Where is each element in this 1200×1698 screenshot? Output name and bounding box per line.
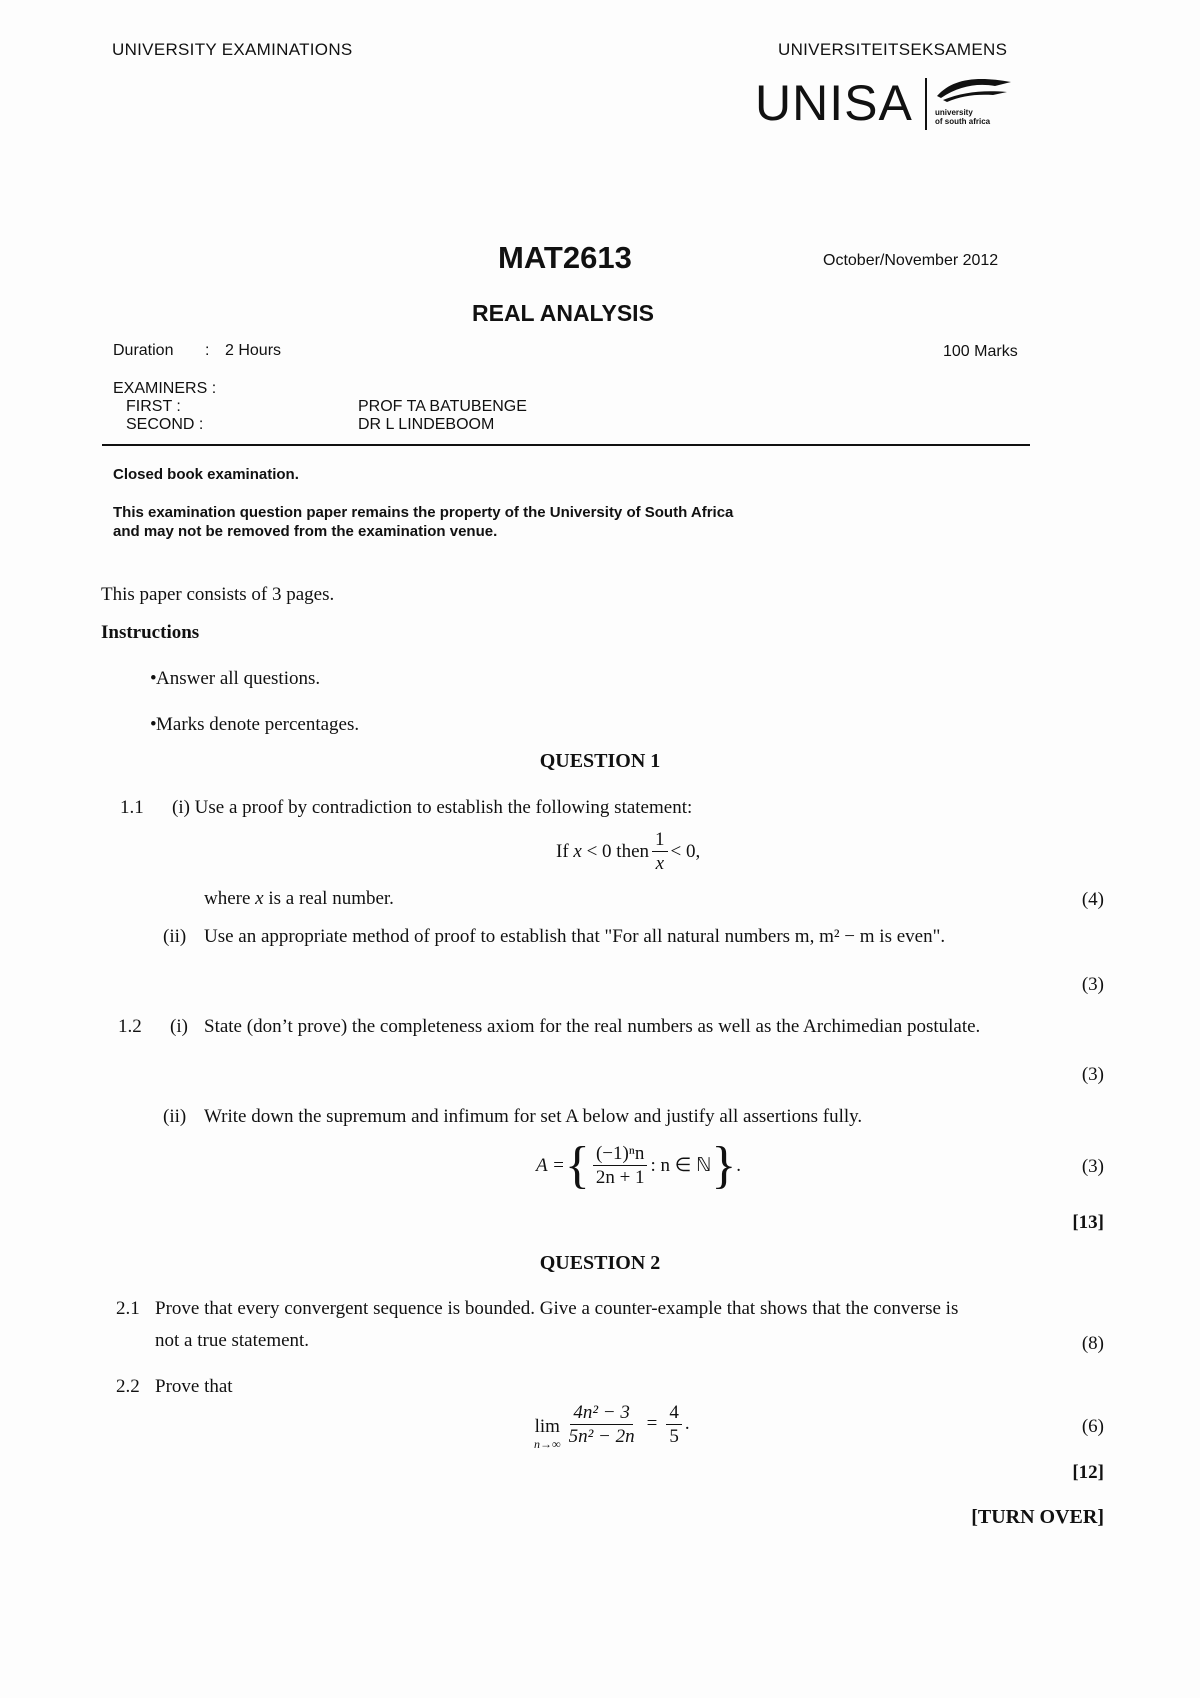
formula-x: x	[573, 840, 582, 862]
formula-if: If	[556, 840, 569, 862]
instruction-item-1	[156, 668, 320, 690]
second-examiner-label: SECOND :	[126, 416, 204, 433]
q1-2-i-text: State (don’t prove) the completeness axiom for the real numbers as well as the Archimedian postulate.	[204, 1016, 981, 1037]
limit-operator	[534, 1398, 561, 1450]
first-examiner-label: FIRST :	[126, 398, 181, 415]
limit-denominator: 5n² − 2n	[568, 1425, 635, 1447]
set-denominator: 2n + 1	[595, 1167, 645, 1188]
limit-numerator: 4n² − 3	[570, 1401, 633, 1425]
limit-fraction	[566, 1401, 638, 1448]
q1-1-ii-marks: (3)	[1081, 974, 1104, 995]
set-condition: : n ∈ ℕ	[650, 1155, 712, 1176]
question-1-heading: QUESTION 1	[539, 750, 661, 772]
q1-total-marks: [13]	[1072, 1212, 1104, 1233]
header-divider	[102, 444, 1030, 446]
first-examiner-name: PROF TA BATUBENGE	[358, 398, 527, 415]
logo-sub-1: university	[935, 108, 973, 117]
total-marks: 100 Marks	[943, 343, 1018, 360]
duration-label: Duration	[113, 342, 174, 359]
limit-formula	[534, 1398, 690, 1450]
q1-1-ii-text: Use an appropriate method of proof to establish that "For all natural numbers m, m² − m is even".	[204, 926, 946, 947]
formula-fraction	[652, 828, 668, 875]
duration-sep: :	[205, 342, 210, 359]
instruction-item-2	[156, 714, 359, 736]
instruction-text-2: Marks denote percentages.	[156, 714, 360, 735]
q2-total-marks: [12]	[1072, 1462, 1104, 1483]
q1-2-i-marks: (3)	[1081, 1064, 1104, 1085]
result-numerator: 4	[666, 1401, 682, 1425]
q2-2-marks: (6)	[1081, 1416, 1104, 1437]
unisa-logo	[755, 72, 1025, 134]
property-notice-line2: and may not be removed from the examination venue.	[113, 523, 498, 540]
q2-1-marks: (8)	[1081, 1333, 1104, 1354]
formula-numerator: 1	[652, 828, 668, 852]
exam-date: October/November 2012	[823, 252, 999, 269]
examiners-heading: EXAMINERS :	[113, 380, 217, 397]
header-left: UNIVERSITY EXAMINATIONS	[112, 40, 353, 59]
question-2-heading: QUESTION 2	[539, 1252, 661, 1274]
page-count: This paper consists of 3 pages.	[101, 584, 335, 605]
lim-word: lim	[534, 1416, 560, 1437]
where-pre: where	[204, 888, 251, 909]
q1-1-i-text: (i) Use a proof by contradiction to establish the following statement:	[172, 797, 693, 818]
q1-1-where-text	[204, 888, 394, 910]
where-x: x	[255, 888, 264, 909]
result-denominator: 5	[669, 1425, 679, 1447]
set-definition: A = { $\frac{\text{(−1)ⁿn}}{2n + 1}$ : n ∈ ℕ } .	[536, 1136, 742, 1194]
q1-1-number: 1.1	[120, 797, 144, 818]
logo-sub-2: of south africa	[935, 117, 991, 126]
result-fraction	[666, 1401, 682, 1448]
formula-end: < 0,	[670, 840, 701, 862]
set-numerator: (−1)ⁿn	[593, 1142, 647, 1166]
left-brace: {	[564, 1136, 590, 1194]
closed-book-notice: Closed book examination.	[113, 466, 299, 483]
course-title: REAL ANALYSIS	[472, 300, 654, 326]
logo-emblem-icon	[933, 74, 1013, 104]
q2-1-number: 2.1	[116, 1298, 140, 1319]
q1-2-ii-marks: (3)	[1081, 1156, 1104, 1177]
result-period: .	[684, 1413, 690, 1434]
q1-1-i-marks: (4)	[1081, 889, 1104, 910]
turn-over: [TURN OVER]	[971, 1506, 1104, 1528]
right-brace: }	[711, 1136, 737, 1194]
logo-divider	[925, 78, 927, 130]
set-lhs: A =	[536, 1154, 565, 1176]
header-right: UNIVERSITEITSEKSAMENS	[778, 40, 1008, 59]
q1-1-formula	[556, 828, 700, 875]
duration-value: 2 Hours	[225, 342, 282, 359]
q1-2-ii-label: (ii)	[163, 1106, 187, 1127]
instruction-text-1: Answer all questions.	[156, 668, 321, 689]
course-code: MAT2613	[498, 240, 632, 275]
instructions-heading: Instructions	[101, 622, 200, 643]
q2-2-number: 2.2	[116, 1376, 140, 1397]
where-post: is a real number.	[268, 888, 394, 909]
formula-lt0: < 0 then	[586, 840, 650, 862]
formula-denominator: x	[655, 853, 664, 874]
logo-word: UNISA	[755, 75, 913, 131]
q1-2-ii-text: Write down the supremum and infimum for set A below and justify all assertions fully.	[204, 1106, 863, 1127]
property-notice-line1: This examination question paper remains the property of the University of South Africa	[113, 504, 734, 521]
q1-1-ii-label: (ii)	[163, 926, 187, 947]
q2-1-text-line2: not a true statement.	[155, 1330, 310, 1351]
q2-1-text-line1: Prove that every convergent sequence is bounded. Give a counter-example that shows that the converse is	[155, 1298, 959, 1319]
set-fraction	[593, 1142, 648, 1189]
lim-subscript: n→∞	[534, 1437, 561, 1451]
q1-2-number: 1.2	[118, 1016, 142, 1037]
q2-2-text: Prove that	[155, 1376, 233, 1397]
limit-equals: =	[646, 1413, 658, 1434]
second-examiner-name: DR L LINDEBOOM	[358, 416, 495, 433]
q1-2-i-label: (i)	[170, 1016, 188, 1037]
